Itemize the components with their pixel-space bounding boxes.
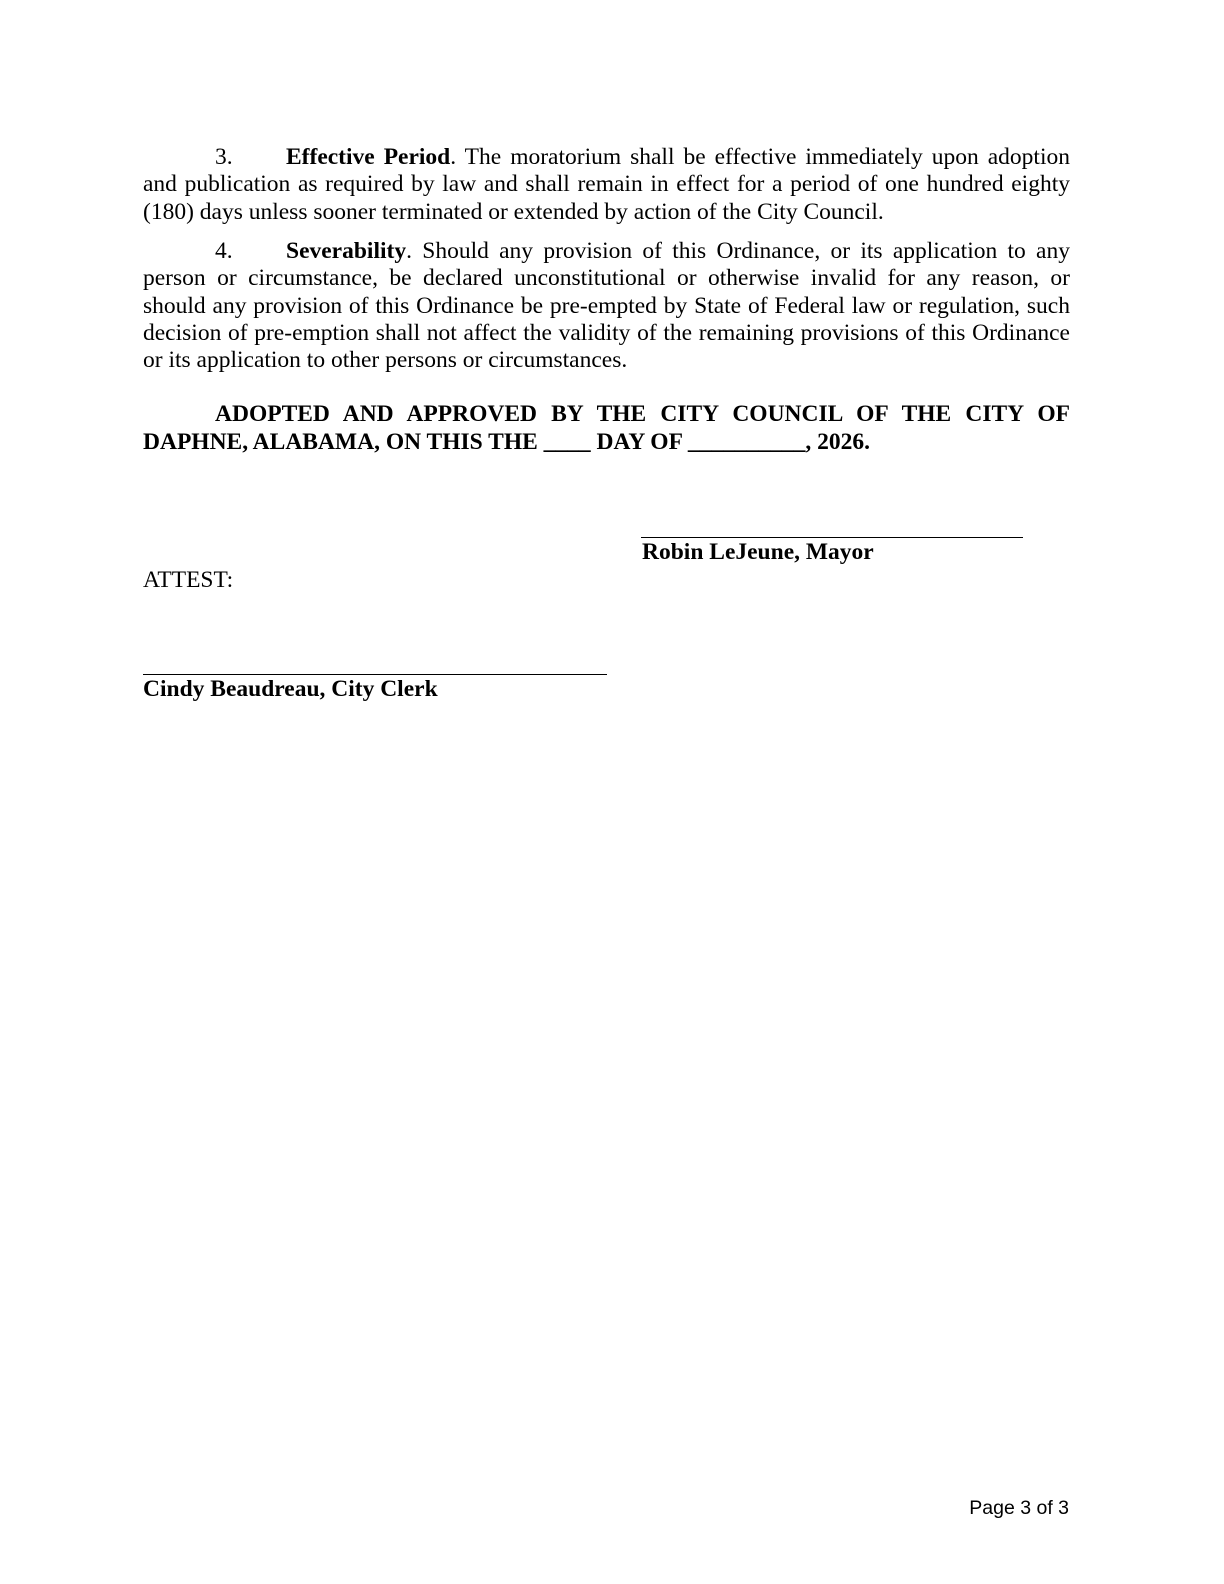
adoption-text: ADOPTED AND APPROVED BY THE CITY COUNCIL OF THE CITY OF DAPHNE, ALABAMA, ON THIS THE ____ DAY OF __________, 2026. <box>143 401 1070 455</box>
mayor-name: Robin LeJeune, Mayor <box>642 539 874 565</box>
section-effective-period <box>143 144 1070 226</box>
section-heading: Severability <box>286 238 407 264</box>
section-body: . The moratorium shall be effective immediately upon adoption and publication as required by law and shall remain in effect for a period of one hundred eighty (180) days unless sooner terminated or extended by action of the City Council. <box>143 144 1070 225</box>
clerk-name: Cindy Beaudreau, City Clerk <box>143 676 438 702</box>
attest-label: ATTEST: <box>143 567 234 593</box>
section-number: 4. <box>215 238 233 264</box>
adoption-statement <box>143 400 1070 456</box>
section-number: 3. <box>215 144 233 170</box>
section-severability <box>143 238 1070 374</box>
section-heading: Effective Period <box>286 144 451 170</box>
page-number: Page 3 of 3 <box>969 1497 1069 1519</box>
section-body: . Should any provision of this Ordinance, or its application to any person or circumstance, be declared unconstitutional or otherwise invalid for any reason, or should any provision of this Ordinance be pre-empted by State of Federal law or regulation, such decision of pre-emption shall not affect the validity of the remaining provisions of this Ordinance or its application to other persons or circumstances. <box>143 238 1070 374</box>
